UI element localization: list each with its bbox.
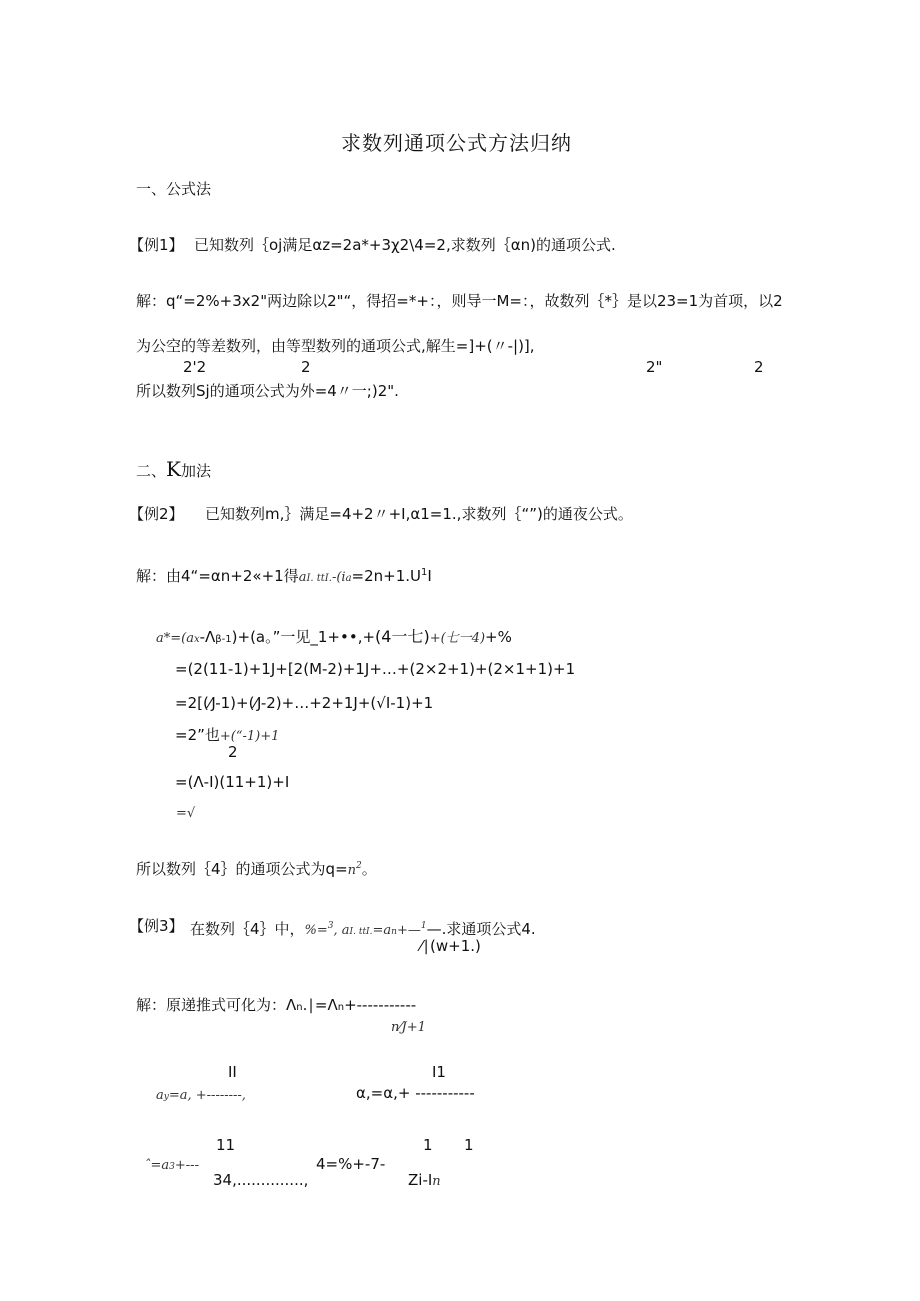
equation-line-6: =√ bbox=[176, 806, 196, 821]
example-3-solution-denominator bbox=[391, 1017, 426, 1037]
subscript: n bbox=[337, 1002, 345, 1013]
solution-text: 解：原递推式可化为：Λ bbox=[136, 996, 297, 1014]
example-2-conclusion bbox=[136, 857, 377, 880]
recurrence-denominator: 34,.............., bbox=[213, 1171, 309, 1189]
recurrence-numerator: 1 bbox=[464, 1136, 474, 1154]
italic-term: a bbox=[156, 1088, 164, 1103]
section-heading-1: 一、公式法 bbox=[136, 180, 212, 198]
example-2-label: 【例2】 bbox=[129, 505, 184, 523]
section-heading-2-k: K bbox=[166, 457, 181, 481]
equation-line-3: =2[(⁄J-1)+(⁄J-2)+…+2+1J+(√I-1)+1 bbox=[175, 694, 434, 712]
italic-term: a*=(a bbox=[156, 631, 194, 646]
recurrence-numerator: 1 bbox=[423, 1136, 433, 1154]
solution-text: .∣=Λ bbox=[302, 996, 338, 1014]
subscript: 3 bbox=[169, 1162, 175, 1172]
italic-term: +(七一4) bbox=[429, 631, 486, 646]
italic-term: +--- bbox=[174, 1158, 199, 1173]
example-1-statement: 已知数列｛oj满足αz=2a*+3χ2\4=2,求数列｛αn)的通项公式. bbox=[194, 236, 616, 254]
subscript: I. ttI. bbox=[306, 573, 332, 584]
example-2-statement: 已知数列m,｝满足=4+2〃+I,α1=1.,求数列｛“”)的通夜公式。 bbox=[205, 505, 633, 523]
example-1-label: 【例1】 bbox=[129, 236, 184, 254]
example-1-fraction-denominator: 2" bbox=[646, 358, 663, 376]
page-title: 求数列通项公式方法归纳 bbox=[341, 131, 572, 155]
recurrence-denominator bbox=[408, 1171, 441, 1191]
equation-text: )+(a。”一见_1+••,+ bbox=[231, 628, 376, 646]
italic-term: =a, +--------, bbox=[168, 1088, 246, 1103]
solution-text: 解：由4“=αn+2«+1得 bbox=[136, 567, 299, 585]
italic-term: -(i bbox=[331, 570, 346, 585]
example-3-label: 【例3】 bbox=[129, 917, 184, 935]
superscript: 2 bbox=[356, 861, 362, 871]
solution-text: +----------- bbox=[344, 996, 417, 1014]
example-3-statement bbox=[190, 917, 536, 941]
italic-term: %= bbox=[304, 923, 328, 938]
section-heading-2-suffix: 加法 bbox=[180, 462, 211, 480]
italic-term: +(“-1)+1 bbox=[219, 729, 280, 744]
recurrence-numerator: II bbox=[228, 1063, 237, 1081]
example-3-solution-line bbox=[136, 996, 416, 1017]
denominator-text: Zi-I bbox=[408, 1171, 433, 1189]
recurrence-numerator: I1 bbox=[432, 1063, 446, 1081]
subscript: x bbox=[193, 634, 200, 645]
superscript: 1 bbox=[420, 921, 427, 931]
equation-line-2: =(2(11-1)+1J+[2(M-2)+1J+…+(2×2+1)+(2×1+1)+1 bbox=[175, 660, 576, 678]
recurrence-line-1b: α,=α,+ ----------- bbox=[356, 1084, 475, 1102]
recurrence-line-2a bbox=[144, 1155, 199, 1176]
section-heading-2-prefix: 二、 bbox=[136, 462, 167, 480]
recurrence-numerator: 11 bbox=[216, 1136, 236, 1154]
italic-term: a bbox=[298, 570, 307, 585]
equation-fraction-denominator: 2 bbox=[228, 743, 238, 761]
subscript: n bbox=[296, 1002, 303, 1013]
equation-text: =2”也 bbox=[175, 726, 220, 744]
solution-text: =2n+1.U bbox=[351, 567, 422, 585]
example-1-fraction-denominator: 2 bbox=[754, 358, 764, 376]
italic-term: n bbox=[432, 1174, 441, 1189]
example-1-solution-line2: 为公空的等差数列，由等型数列的通项公式,解生=]+(〃-|)], bbox=[136, 337, 535, 355]
statement-text: 在数列｛4｝中， bbox=[190, 920, 305, 938]
subscript: I. ttI. bbox=[349, 927, 373, 937]
example-2-solution-line bbox=[136, 564, 432, 588]
conclusion-text: 。 bbox=[361, 860, 377, 878]
conclusion-text: 所以数列｛4｝的通项公式为q= bbox=[136, 860, 348, 878]
statement-text: —.求通项公式4. bbox=[426, 920, 536, 938]
example-1-fraction-denominator: 2'2 bbox=[183, 358, 207, 376]
equation-line-1 bbox=[156, 628, 512, 649]
italic-term: , a bbox=[333, 923, 350, 938]
italic-term: =a bbox=[372, 923, 392, 938]
solution-text: I bbox=[427, 567, 432, 585]
equation-text: +% bbox=[485, 628, 512, 646]
italic-term: +— bbox=[396, 923, 421, 938]
example-1-conclusion: 所以数列Sj的通项公式为外=4〃一;)2". bbox=[136, 382, 399, 400]
example-1-solution-line1: 解：q“=2%+3x2"两边除以2"“，得招=*+：，则导一M=：，故数列｛*｝是以23=1为首项，以2 bbox=[136, 292, 783, 310]
equation-line-5: =(Λ-I)(11+1)+I bbox=[175, 773, 290, 791]
subscript: y bbox=[163, 1092, 169, 1102]
recurrence-line-1a bbox=[156, 1085, 246, 1106]
italic-term: n bbox=[347, 863, 357, 878]
subscript: a bbox=[345, 573, 352, 584]
example-3-fraction-denominator: ⁄∣(w+1.) bbox=[420, 937, 481, 955]
subscript: β-1 bbox=[215, 634, 232, 645]
recurrence-line-2b: 4=%+-7- bbox=[316, 1155, 386, 1173]
italic-term: n⁄J+1 bbox=[391, 1020, 426, 1035]
example-1-fraction-denominator: 2 bbox=[301, 358, 311, 376]
equation-text: (4一七) bbox=[375, 627, 430, 646]
subscript: n bbox=[391, 927, 397, 937]
superscript: 1 bbox=[421, 567, 428, 578]
superscript: 3 bbox=[327, 921, 334, 931]
italic-term: ˆ=a bbox=[144, 1158, 170, 1173]
equation-text: -Λ bbox=[199, 628, 216, 646]
section-heading-2 bbox=[136, 457, 211, 481]
